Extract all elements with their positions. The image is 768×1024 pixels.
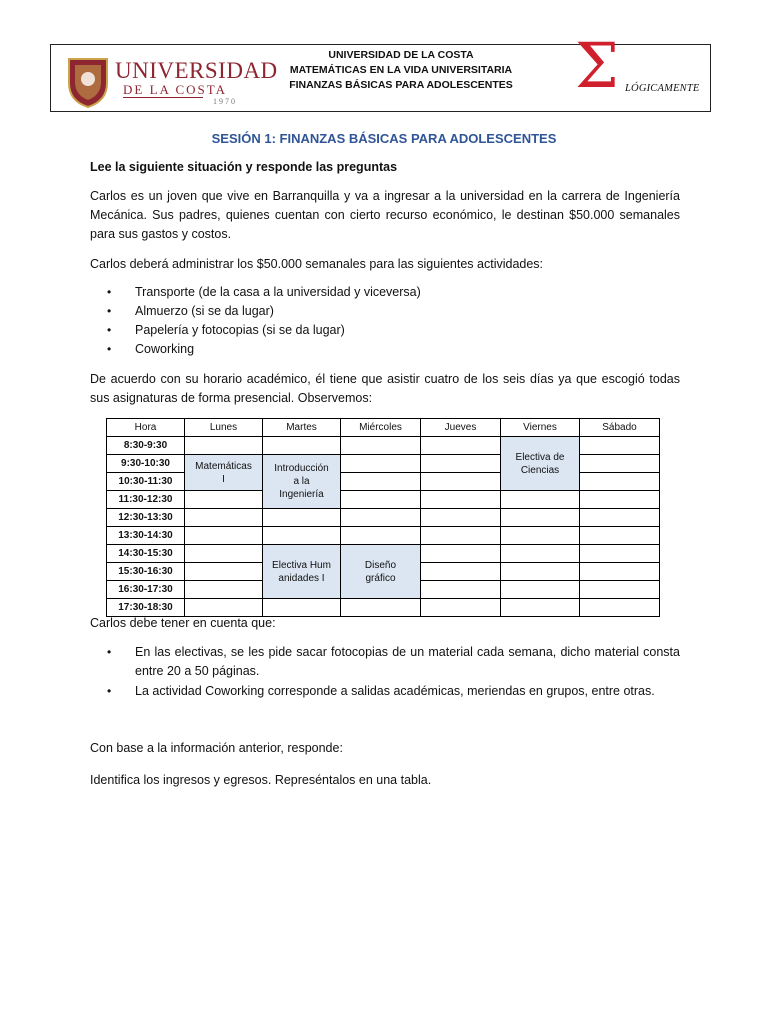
column-header: Sábado — [580, 419, 660, 437]
logo-year: 1970 — [213, 97, 237, 106]
bullet-icon: • — [107, 684, 112, 698]
notes-list — [90, 643, 680, 702]
table-row — [107, 437, 660, 455]
list-item: • Papelería y fotocopias (si se da lugar) — [90, 321, 680, 340]
header-titles — [251, 48, 551, 93]
column-header: Lunes — [185, 419, 263, 437]
hour-cell: 14:30-15:30 — [107, 545, 185, 563]
empty-cell — [185, 437, 263, 455]
empty-cell — [185, 563, 263, 581]
activities-list — [90, 283, 680, 359]
empty-cell — [263, 437, 341, 455]
schedule-table — [106, 418, 660, 617]
empty-cell — [580, 563, 660, 581]
table-row — [107, 509, 660, 527]
empty-cell — [580, 527, 660, 545]
empty-cell — [185, 491, 263, 509]
empty-cell — [501, 527, 580, 545]
hour-cell: 10:30-11:30 — [107, 473, 185, 491]
column-header: Miércoles — [341, 419, 421, 437]
empty-cell — [421, 563, 501, 581]
empty-cell — [185, 527, 263, 545]
empty-cell — [341, 437, 421, 455]
header-line-2: MATEMÁTICAS EN LA VIDA UNIVERSITARIA — [289, 64, 513, 76]
logo-rule — [123, 97, 203, 98]
empty-cell — [501, 581, 580, 599]
session-title: SESIÓN 1: FINANZAS BÁSICAS PARA ADOLESCENTES — [211, 131, 557, 146]
list-item: • Coworking — [90, 340, 680, 359]
empty-cell — [421, 455, 501, 473]
column-header: Viernes — [501, 419, 580, 437]
empty-cell — [501, 509, 580, 527]
empty-cell — [580, 437, 660, 455]
hour-cell: 16:30-17:30 — [107, 581, 185, 599]
empty-cell — [580, 455, 660, 473]
sigma-icon: Σ — [575, 29, 619, 102]
list-item: • En las electivas, se les pide sacar fotocopias de un material cada semana, dicho material consta entre 20 a 50 páginas. — [107, 645, 680, 678]
university-logo — [63, 53, 278, 109]
hour-cell: 15:30-16:30 — [107, 563, 185, 581]
empty-cell — [185, 545, 263, 563]
hour-cell: 13:30-14:30 — [107, 527, 185, 545]
table-row — [107, 491, 660, 509]
document-header — [50, 29, 711, 112]
brand-name: LÓGICAMENTE — [625, 83, 700, 94]
bullet-icon: • — [107, 645, 112, 659]
hour-cell: 8:30-9:30 — [107, 437, 185, 455]
shield-icon — [65, 55, 111, 109]
empty-cell — [263, 527, 341, 545]
empty-cell — [580, 491, 660, 509]
empty-cell — [341, 473, 421, 491]
header-line-1: UNIVERSIDAD DE LA COSTA — [328, 49, 474, 61]
bullet-icon: • — [107, 342, 112, 356]
list-item: • Almuerzo (si se da lugar) — [90, 302, 680, 321]
paragraph-situation: Carlos es un joven que vive en Barranquilla y va a ingresar a la universidad en la carrera de Ingeniería Mecánica. Sus padres, quienes cuentan con cierto recurso económico, le destinan $50.000 semanales para sus gastos y costos. — [90, 189, 680, 241]
class-cell-viernes: Electiva de Ciencias — [501, 437, 580, 491]
empty-cell — [501, 545, 580, 563]
empty-cell — [263, 509, 341, 527]
hour-cell: 17:30-18:30 — [107, 599, 185, 617]
empty-cell — [580, 509, 660, 527]
empty-cell — [421, 581, 501, 599]
table-row — [107, 527, 660, 545]
bullet-icon: • — [107, 285, 112, 299]
paragraph-respond: Con base a la información anterior, responde: — [90, 741, 343, 755]
column-header: Hora — [107, 419, 185, 437]
empty-cell — [341, 509, 421, 527]
empty-cell — [580, 473, 660, 491]
empty-cell — [421, 437, 501, 455]
column-header: Jueves — [421, 419, 501, 437]
empty-cell — [421, 545, 501, 563]
empty-cell — [501, 563, 580, 581]
hour-cell: 12:30-13:30 — [107, 509, 185, 527]
empty-cell — [341, 527, 421, 545]
table-header-row — [107, 419, 660, 437]
class-cell-miercoles: Diseño gráfico — [341, 545, 421, 599]
paragraph-schedule: De acuerdo con su horario académico, él tiene que asistir cuatro de los seis días ya que escogió todas sus asignaturas de forma presencial. Observemos: — [90, 372, 680, 405]
question-text: Identifica los ingresos y egresos. Represéntalos en una tabla. — [90, 773, 432, 787]
empty-cell — [580, 545, 660, 563]
logo-name: UNIVERSIDAD — [115, 58, 278, 83]
empty-cell — [421, 527, 501, 545]
bullet-icon: • — [107, 304, 112, 318]
paragraph-notes: Carlos debe tener en cuenta que: — [90, 616, 276, 630]
class-cell-martes-am: Introducción a la Ingeniería — [263, 455, 341, 509]
hour-cell: 11:30-12:30 — [107, 491, 185, 509]
bullet-icon: • — [107, 323, 112, 337]
class-cell-martes-pm: Electiva Humanidades I — [263, 545, 341, 599]
empty-cell — [421, 473, 501, 491]
table-row — [107, 545, 660, 563]
column-header: Martes — [263, 419, 341, 437]
hour-cell: 9:30-10:30 — [107, 455, 185, 473]
empty-cell — [580, 581, 660, 599]
empty-cell — [185, 581, 263, 599]
empty-cell — [421, 491, 501, 509]
brand-block — [571, 29, 711, 111]
empty-cell — [341, 455, 421, 473]
header-line-3: FINANZAS BÁSICAS PARA ADOLESCENTES — [289, 79, 513, 91]
list-item: • Transporte (de la casa a la universidad y viceversa) — [90, 283, 680, 302]
paragraph-activities: Carlos deberá administrar los $50.000 semanales para las siguientes actividades: — [90, 257, 544, 271]
list-item: • La actividad Coworking corresponde a salidas académicas, meriendas en grupos, entre otras. — [90, 682, 680, 701]
logo-subtitle: DE LA COSTA — [123, 82, 228, 97]
empty-cell — [501, 491, 580, 509]
class-cell-lunes: Matemáticas I — [185, 455, 263, 491]
intro-text: Lee la siguiente situación y responde las preguntas — [90, 160, 398, 174]
empty-cell — [421, 509, 501, 527]
empty-cell — [341, 491, 421, 509]
empty-cell — [185, 509, 263, 527]
